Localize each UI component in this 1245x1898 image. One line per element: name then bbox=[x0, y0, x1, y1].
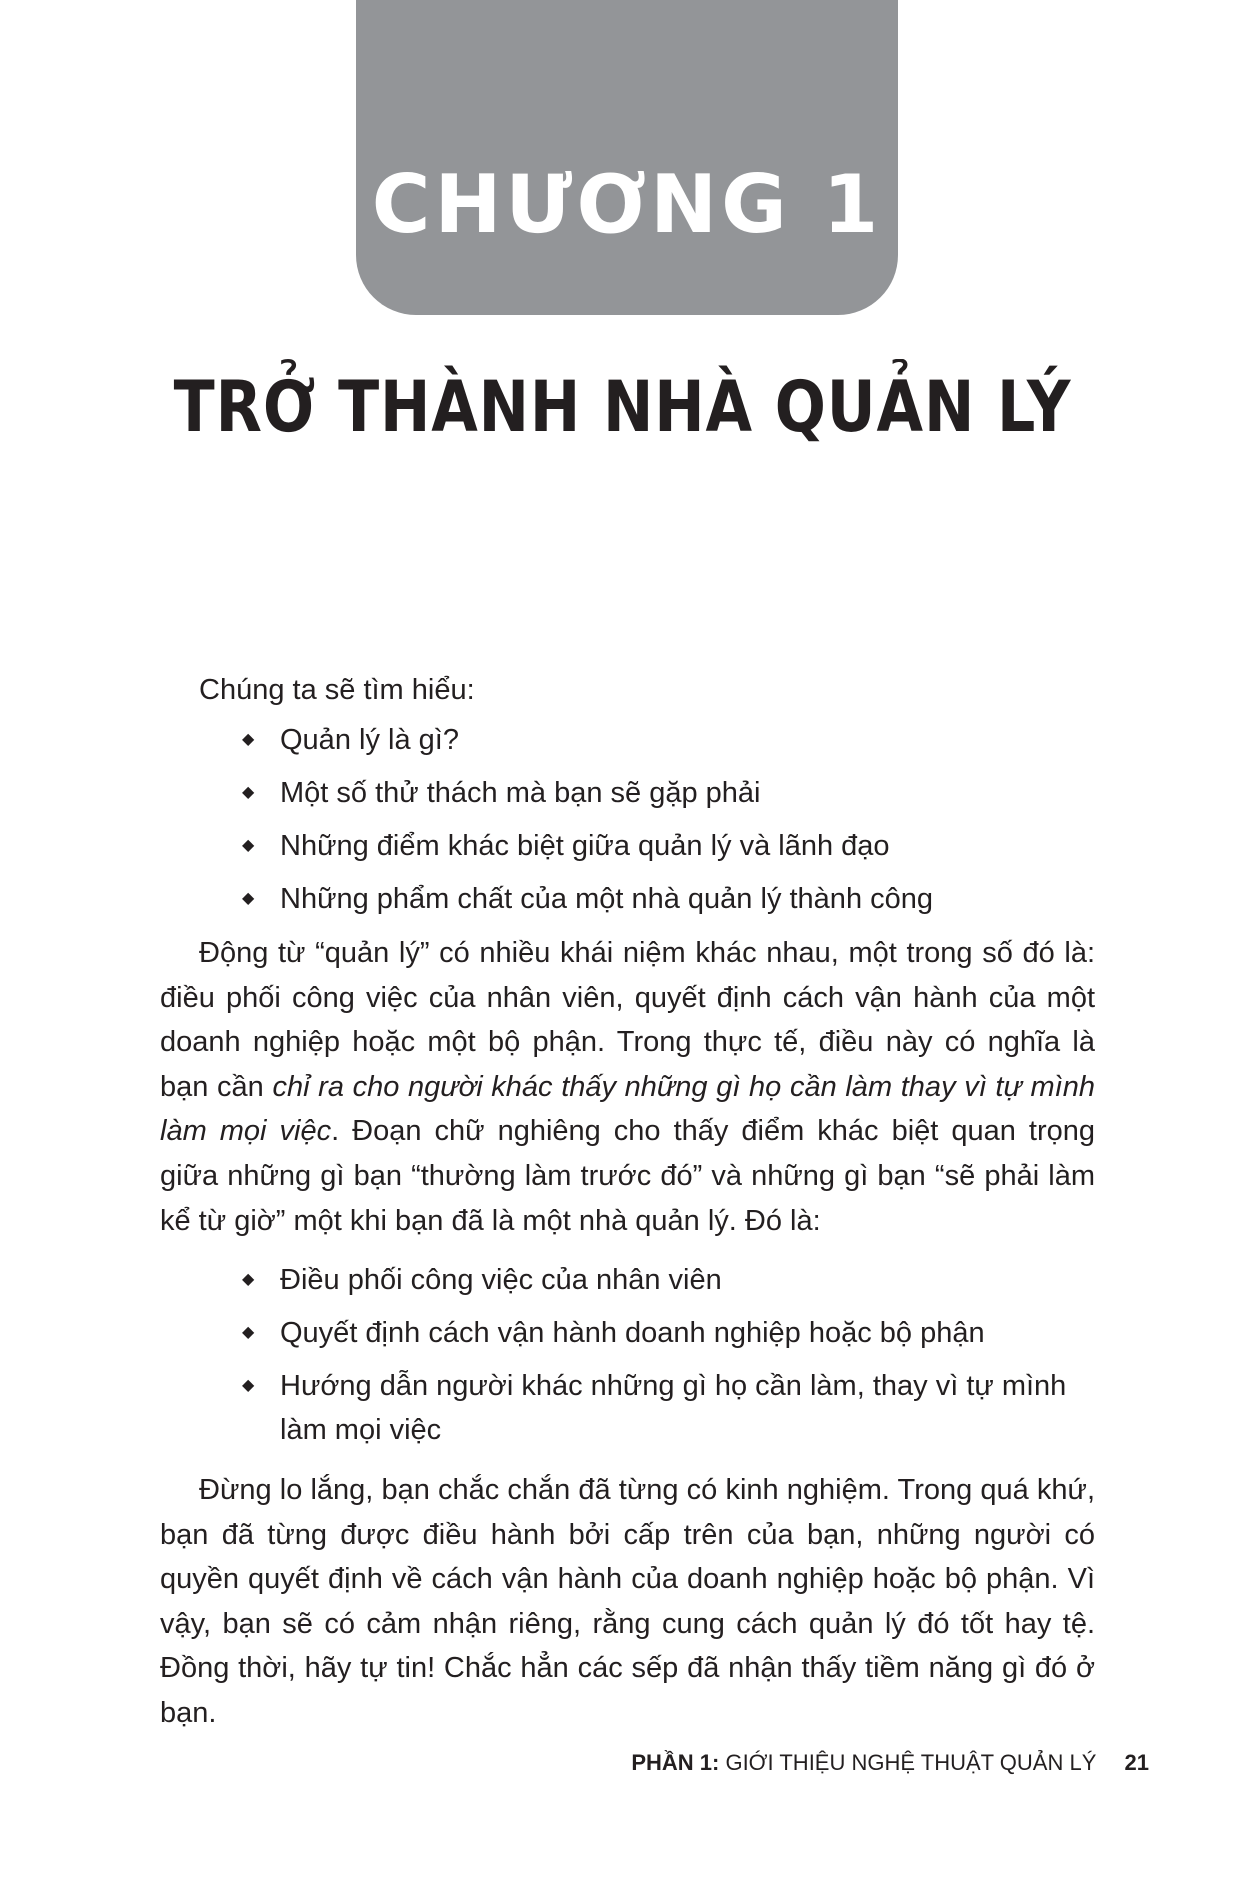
diamond-bullet-icon: ◆ bbox=[242, 731, 255, 748]
list-item-text: Hướng dẫn người khác những gì họ cần làm, thay vì tự mình làm mọi việc bbox=[280, 1370, 1067, 1446]
page-footer bbox=[631, 1752, 1149, 1774]
list-item bbox=[230, 718, 1100, 762]
intro-lead: Chúng ta sẽ tìm hiểu: bbox=[199, 674, 475, 706]
list-item-text: Những điểm khác biệt giữa quản lý và lãnh đạo bbox=[280, 830, 890, 862]
diamond-bullet-icon: ◆ bbox=[242, 890, 255, 907]
diamond-bullet-icon: ◆ bbox=[242, 784, 255, 801]
list-item bbox=[230, 877, 1100, 921]
chapter-tab bbox=[356, 0, 898, 315]
duties-bullet-list bbox=[230, 1258, 1100, 1461]
list-item-text: Những phẩm chất của một nhà quản lý thành công bbox=[280, 883, 934, 915]
diamond-bullet-icon: ◆ bbox=[242, 1324, 255, 1341]
list-item-text: Điều phối công việc của nhân viên bbox=[280, 1264, 722, 1296]
chapter-label: CHƯƠNG 1 bbox=[371, 158, 883, 251]
diamond-bullet-icon: ◆ bbox=[242, 1271, 255, 1288]
list-item bbox=[230, 1258, 1100, 1302]
list-item-text: Quyết định cách vận hành doanh nghiệp hoặc bộ phận bbox=[280, 1317, 985, 1349]
paragraph-1-italic: chỉ ra cho người khác thấy những gì họ cần làm thay vì tự mình làm mọi việc bbox=[160, 1070, 1095, 1148]
list-item bbox=[230, 824, 1100, 868]
chapter-title: TRỞ THÀNH NHÀ QUẢN LÝ bbox=[173, 366, 1072, 448]
page-number: 21 bbox=[1124, 1750, 1149, 1775]
footer-part-title: GIỚI THIỆU NGHỆ THUẬT QUẢN LÝ bbox=[725, 1750, 1097, 1775]
footer-part-label: PHẦN 1: bbox=[631, 1750, 720, 1775]
paragraph-1-text-end: . Đoạn chữ nghiêng cho thấy điểm khác biệt quan trọng giữa những gì bạn “thường làm trước đó” và những gì bạn “sẽ phải làm kể từ giờ” một khi bạn đã là một nhà quản lý. Đó là: bbox=[160, 1115, 1095, 1237]
list-item bbox=[230, 1311, 1100, 1355]
diamond-bullet-icon: ◆ bbox=[242, 1377, 255, 1394]
paragraph-2: Đừng lo lắng, bạn chắc chắn đã từng có kinh nghiệm. Trong quá khứ, bạn đã từng được điều hành bởi cấp trên của bạn, những người có quyền quyết định về cách vận hành của doanh nghiệp hoặc bộ phận. Vì vậy, bạn sẽ có cảm nhận riêng, rằng cung cách quản lý đó tốt hay tệ. Đồng thời, hãy tự tin! Chắc hẳn các sếp đã nhận thấy tiềm năng gì đó ở bạn. bbox=[160, 1474, 1095, 1729]
paragraph-1-text-start: Động từ “quản lý” có nhiều khái niệm khác nhau, một trong số đó là: điều phối công việc của nhân viên, quyết định cách vận hành của một doanh nghiệp hoặc một bộ phận. Trong thực tế, điều này có nghĩa là bạn cần bbox=[160, 937, 1095, 1103]
list-item-text: Quản lý là gì? bbox=[280, 724, 459, 756]
intro-bullet-list bbox=[230, 718, 1100, 930]
list-item bbox=[230, 771, 1100, 815]
list-item bbox=[230, 1364, 1100, 1452]
diamond-bullet-icon: ◆ bbox=[242, 837, 255, 854]
paragraph-1 bbox=[160, 931, 1095, 1243]
list-item-text: Một số thử thách mà bạn sẽ gặp phải bbox=[280, 777, 761, 809]
